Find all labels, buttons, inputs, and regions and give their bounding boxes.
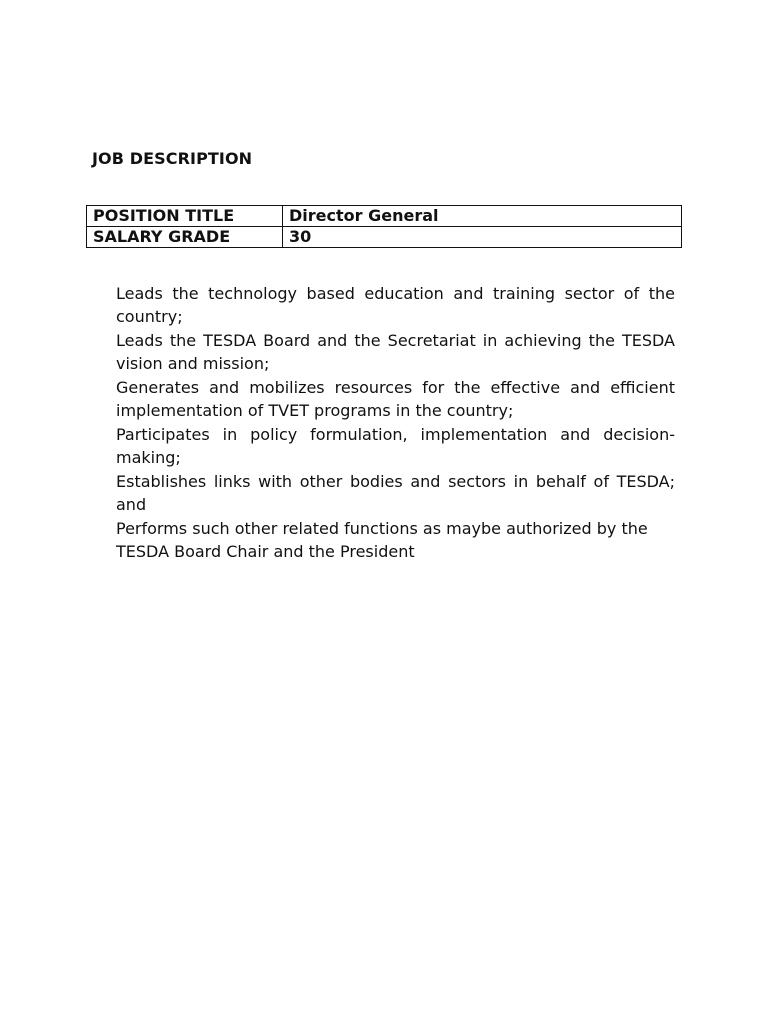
duties-list bbox=[116, 282, 675, 564]
duty-item: Generates and mobilizes resources for the effective and efficient implementation of TVET programs in the country; bbox=[116, 378, 675, 420]
position-title-label: POSITION TITLE bbox=[87, 206, 283, 227]
position-title-value: Director General bbox=[283, 206, 682, 227]
duty-item: Leads the TESDA Board and the Secretariat in achieving the TESDA vision and mission; bbox=[116, 331, 675, 373]
duty-item: Performs such other related functions as maybe authorized by the TESDA Board Chair and the President bbox=[116, 519, 648, 561]
duty-item: Leads the technology based education and training sector of the country; bbox=[116, 284, 675, 326]
salary-grade-label: SALARY GRADE bbox=[87, 227, 283, 248]
document-heading: JOB DESCRIPTION bbox=[92, 149, 253, 168]
position-info-table bbox=[86, 205, 682, 248]
salary-grade-value: 30 bbox=[283, 227, 682, 248]
table-row-position-title bbox=[87, 206, 682, 227]
duty-item: Establishes links with other bodies and sectors in behalf of TESDA; and bbox=[116, 472, 675, 514]
duty-item: Participates in policy formulation, implementation and decision-making; bbox=[116, 425, 675, 467]
table-row-salary-grade bbox=[87, 227, 682, 248]
